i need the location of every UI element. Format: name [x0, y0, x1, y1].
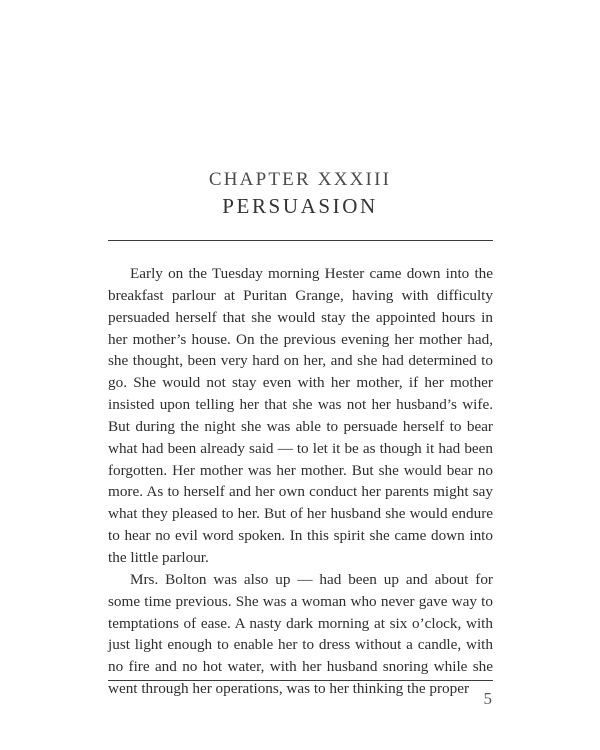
page-number: 5 [483, 689, 492, 708]
top-divider [108, 240, 493, 241]
body-text [108, 263, 493, 700]
paragraph: Early on the Tuesday morning Hester came down into the breakfast parlour at Puritan Grange, having with difficulty persuaded herself that she would stay the appointed hours in her mother’s house. On the previous evening her mother had, she thought, been very hard on her, and she had determined to go. She would not stay even with her mother, if her mother insisted upon telling her that she was not her husband’s wife. But during the night she was able to persuade herself to bear what had been already said — to let it be as though it had been forgotten. Her mother was her mother. But she would bear no more. As to herself and her own conduct her parents might say what they pleased to her. But of her husband she would endure to hear no evil word spoken. In this spirit she came down into the little parlour. [108, 265, 493, 566]
chapter-number: CHAPTER XXXIII [208, 169, 392, 190]
bottom-divider [108, 680, 493, 681]
paragraph: Mrs. Bolton was also up — had been up and about for some time previous. She was a woman who never gave way to temptations of ease. A nasty dark morning at six o’clock, with just light enough to enable her to dress without a candle, with no fire and no hot water, with her husband snoring while she went through her operations, was to her thinking the proper [108, 570, 493, 698]
chapter-title: PERSUASION [222, 194, 378, 218]
chapter-heading [108, 168, 492, 219]
